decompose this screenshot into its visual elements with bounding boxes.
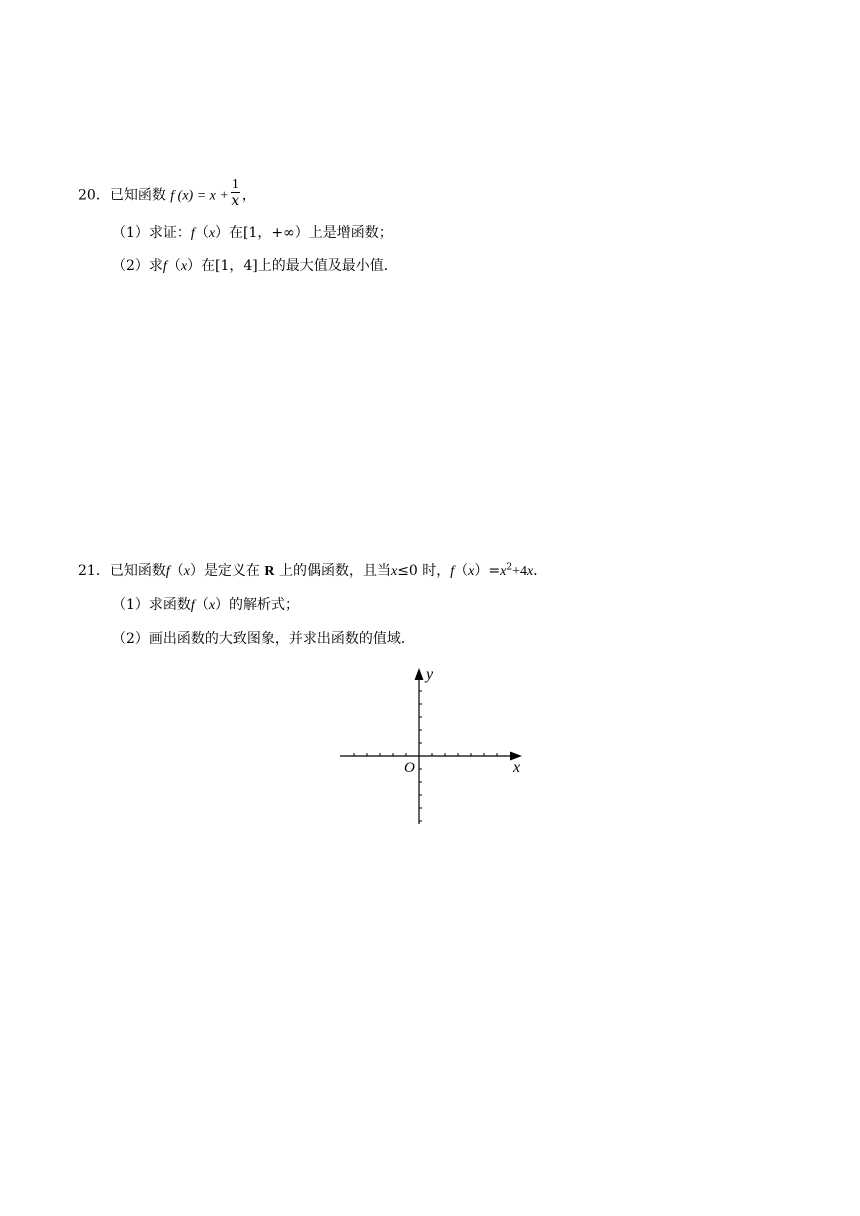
q20-stem-prefix: 已知函数 [109, 187, 166, 204]
q21-part1-f: f [190, 598, 195, 613]
q21-number: 21． [78, 563, 110, 579]
q20-part2-prefix: （2）求 [112, 258, 163, 274]
coordinate-axes [336, 662, 536, 828]
q20-part1-f: f [190, 226, 195, 241]
q21-part1-x: x [208, 598, 216, 613]
q20-stem [78, 177, 256, 211]
q20-fraction [231, 178, 240, 209]
q21-stem-plus: +4 [512, 564, 527, 579]
q20-part1-x: x [208, 226, 216, 241]
q21-part1: （1）求函数f（x）的解析式； [112, 597, 300, 613]
q21-stem: 21．已知函数f（x）是定义在 R 上的偶函数，且当x≤0 时，$f(x)=x^2+4x$． [78, 562, 548, 579]
x-axis-label: x [513, 759, 521, 776]
y-axis-label: y [426, 666, 434, 683]
q20-part2-x: x [180, 259, 188, 274]
q21-stem-c: 上的偶函数，且当 [278, 563, 391, 579]
q21-part2-text: （2）画出函数的大致图象，并求出函数的值域． [112, 631, 415, 647]
q21-stem-cond: x [390, 564, 398, 579]
q21-stem-exponent: 2 [506, 562, 513, 573]
q21-stem-end: ． [533, 563, 548, 579]
q21-stem-f: f [165, 564, 170, 579]
q21-part1-prefix: （1）求函数 [112, 597, 191, 613]
q20-part1-middle: 在[1，+∞）上是增函数； [229, 225, 393, 241]
y-axis-arrow [415, 668, 424, 680]
q21-stem-x1: x [183, 564, 190, 579]
q20-part2-middle: 在[1，4]上的最大值及最小值． [201, 258, 398, 274]
q20-part2: （2）求f（x）在[1，4]上的最大值及最小值． [112, 258, 398, 274]
q21-stem-f2: f [450, 564, 455, 579]
q20-formula-lhs: f (x) = x + [170, 188, 229, 204]
q21-stem-x3: x [500, 564, 507, 579]
q20-number: 20． [78, 187, 110, 204]
origin-label: O [404, 760, 415, 776]
q21-stem-b: 是定义在 [203, 563, 260, 579]
q21-stem-eq: = [488, 563, 501, 579]
q21-stem-R: R [264, 564, 275, 579]
q20-part1-prefix: （1）求证： [112, 225, 191, 241]
q21-stem-x2: x [468, 564, 475, 579]
q21-stem-a: 已知函数 [109, 563, 166, 579]
q21-part2 [112, 630, 415, 648]
q20-part1: （1）求证：f（x）在[1，+∞）上是增函数； [112, 225, 393, 241]
q21-part1-suffix: 的解析式； [229, 597, 300, 613]
q20-frac-denominator: x [231, 193, 240, 209]
q21-stem-leq: ≤0 时， [397, 563, 451, 579]
q21-stem-x4: x [526, 564, 534, 579]
q20-stem-suffix: ， [241, 187, 256, 204]
q20-frac-numerator: 1 [231, 177, 239, 192]
q20-part2-f: f [162, 259, 167, 274]
